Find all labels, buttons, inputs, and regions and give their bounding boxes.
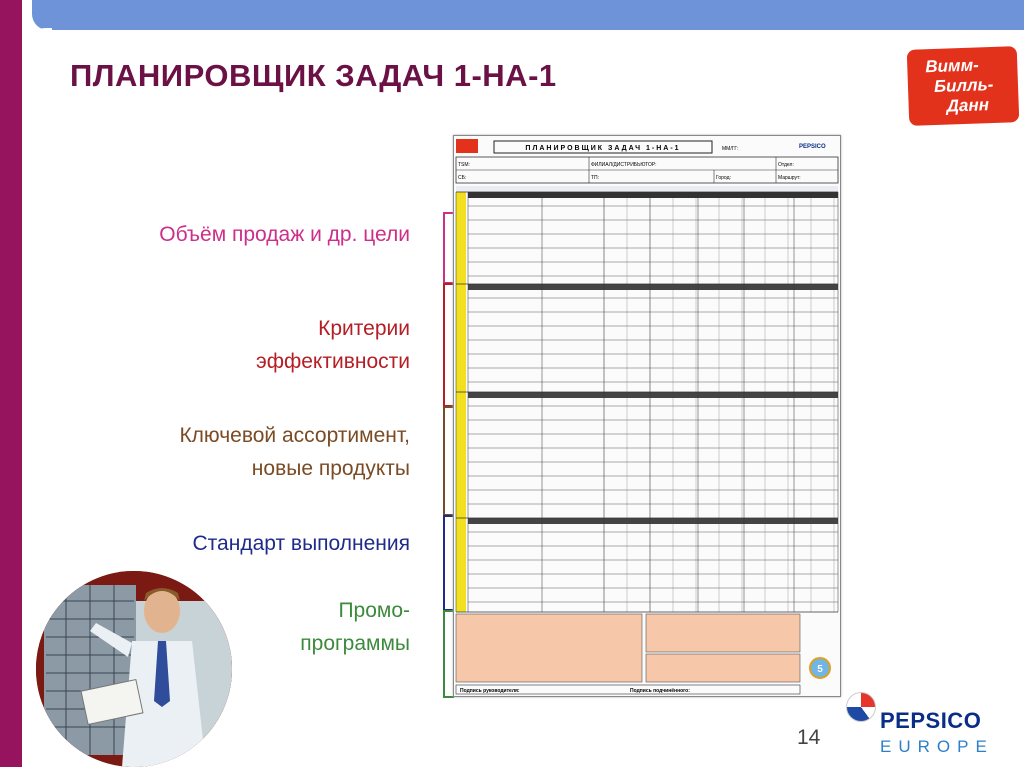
doc-note-left [456,614,642,682]
slide-title: ПЛАНИРОВЩИК ЗАДАЧ 1-НА-1 [70,58,557,93]
doc-field-dept: Отдел: [778,162,794,168]
page-number: 14 [797,726,821,749]
doc-sign-subordinate: Подпись подчинённого: [630,688,690,694]
label-criteria [256,312,410,378]
pepsico-globe-icon [846,692,876,722]
document-grid [456,186,838,612]
top-accent-bar [32,0,1024,30]
label-standard: Стандарт выполнения [192,532,410,555]
doc-sign-manager: Подпись руководителя: [460,688,520,694]
doc-field-tp: ТП: [591,175,600,181]
man-with-document-photo [36,571,232,767]
doc-field-tsm: TSM: [458,162,470,168]
doc-pepsico: PEPSICO [799,144,826,150]
doc-field-sb: СБ: [458,175,467,181]
logo-text-1: Вимм- [924,55,980,77]
document-drawing [454,136,840,696]
label-assortment-line2: новые продукты [251,457,410,480]
label-promo [300,594,410,660]
label-promo-line1: Промо- [338,599,410,622]
logo-text-2: Билль- [933,74,994,97]
label-assortment-line1: Ключевой ассортимент, [179,424,410,447]
pepsico-logo-text: PEPSICO [880,708,982,733]
label-criteria-line1: Критерии [318,317,410,340]
label-assortment [179,419,410,485]
doc-note-right2 [646,654,800,682]
doc-field-city: Город: [716,175,731,181]
doc-field-route: Маршрут: [778,175,801,181]
label-sales-targets: Объём продаж и др. цели [159,223,410,246]
logo-text-3: Данн [946,95,990,116]
doc-logo [456,139,478,153]
doc-badge-text: 5 [817,664,823,675]
label-criteria-line2: эффективности [255,350,410,373]
doc-note-right [646,614,800,652]
doc-header: ПЛАНИРОВЩИК ЗАДАЧ 1-НА-1 [525,145,681,152]
label-promo-line2: программы [300,632,410,655]
doc-date-label: ММ/ГГ: [722,146,739,152]
doc-field-branch: ФИЛИАЛ/ДИСТРИБЬЮТОР: [591,162,657,168]
task-planner-document [453,135,841,697]
left-accent-bar [0,0,22,767]
photo-drawing [36,571,232,767]
europe-logo-text: EUROPE [880,737,994,756]
wimm-bill-dann-logo [907,46,1020,126]
corner-curve [22,28,52,58]
